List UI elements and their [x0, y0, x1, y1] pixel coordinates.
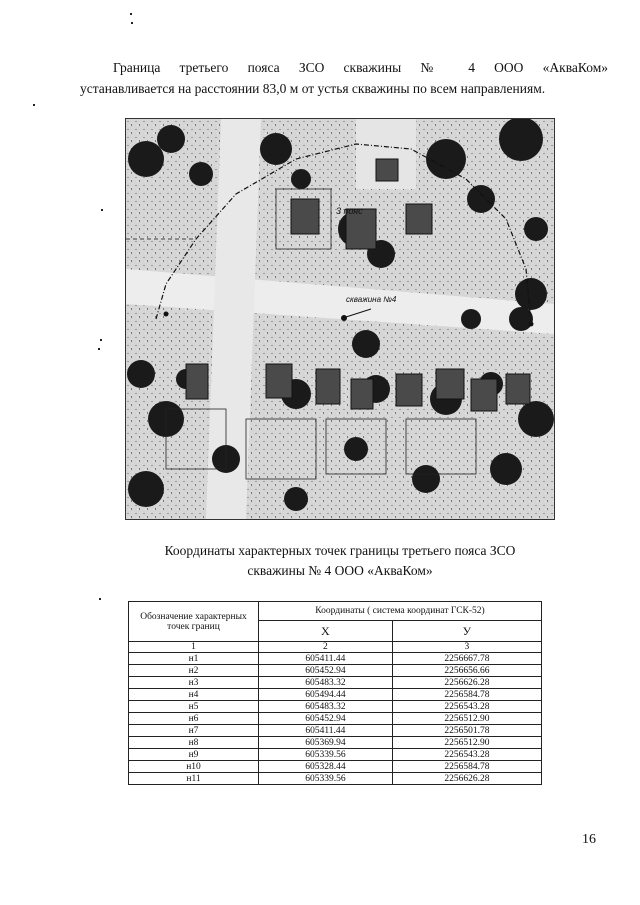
scan-mark [130, 13, 132, 15]
column-numbers-row [129, 642, 542, 653]
table-row [129, 773, 542, 785]
caption-line-1: Координаты характерных точек границы третьего пояса ЗСО [164, 543, 516, 558]
column-number: 1 [129, 642, 259, 653]
cell-x: 605494.44 [259, 689, 393, 701]
column-number: 3 [392, 642, 541, 653]
cell-y: 2256501.78 [392, 725, 541, 737]
boundary-point [529, 322, 534, 327]
cell-x: 605452.94 [259, 713, 393, 725]
scan-mark [100, 339, 102, 341]
table-row [129, 653, 542, 665]
cell-x: 605339.56 [259, 773, 393, 785]
cell-x: 605369.94 [259, 737, 393, 749]
table-row [129, 677, 542, 689]
cell-y: 2256626.28 [392, 677, 541, 689]
cell-y: 2256584.78 [392, 689, 541, 701]
table-row [129, 665, 542, 677]
intro-paragraph [80, 57, 608, 99]
cell-point: н3 [129, 677, 259, 689]
well-marker [341, 315, 347, 321]
cell-point: н6 [129, 713, 259, 725]
cell-x: 605339.56 [259, 749, 393, 761]
cell-point: н5 [129, 701, 259, 713]
cell-y: 2256543.28 [392, 749, 541, 761]
cell-point: н10 [129, 761, 259, 773]
cell-y: 2256512.90 [392, 737, 541, 749]
column-number: 2 [259, 642, 393, 653]
header-point-name: Обозначение характерных точек границ [129, 602, 259, 642]
cell-point: н8 [129, 737, 259, 749]
cell-y: 2256512.90 [392, 713, 541, 725]
cell-y: 2256543.28 [392, 701, 541, 713]
table-caption [90, 541, 590, 581]
cell-point: н7 [129, 725, 259, 737]
satellite-map [125, 118, 555, 520]
cell-x: 605483.32 [259, 701, 393, 713]
table-row [129, 725, 542, 737]
cell-point: н1 [129, 653, 259, 665]
cell-x: 605328.44 [259, 761, 393, 773]
table-row [129, 701, 542, 713]
cell-y: 2256584.78 [392, 761, 541, 773]
header-coordinates: Координаты ( система координат ГСК-52) [259, 602, 542, 621]
well-label: скважина №4 [346, 295, 397, 304]
intro-line-2: устанавливается на расстоянии 83,0 м от устья скважины по всем направлениям. [80, 81, 546, 96]
cell-point: н4 [129, 689, 259, 701]
cell-x: 605411.44 [259, 725, 393, 737]
scan-mark [98, 348, 100, 350]
header-y: У [392, 621, 541, 642]
table-row [129, 737, 542, 749]
cell-y: 2256667.78 [392, 653, 541, 665]
zone-label: 3 пояс [336, 206, 363, 216]
coordinates-table [128, 601, 542, 785]
cell-x: 605483.32 [259, 677, 393, 689]
table-row [129, 749, 542, 761]
cell-y: 2256656.66 [392, 665, 541, 677]
cell-x: 605452.94 [259, 665, 393, 677]
boundary-point [164, 312, 169, 317]
table-row [129, 713, 542, 725]
scan-mark [99, 598, 101, 600]
cell-point: н2 [129, 665, 259, 677]
scan-mark [33, 104, 35, 106]
table-row [129, 761, 542, 773]
cell-x: 605411.44 [259, 653, 393, 665]
header-x: X [259, 621, 393, 642]
scan-mark [131, 22, 133, 24]
caption-line-2: скважины № 4 ООО «АкваКом» [247, 563, 433, 578]
page-number: 16 [582, 832, 596, 847]
cell-y: 2256626.28 [392, 773, 541, 785]
cell-point: н9 [129, 749, 259, 761]
scan-mark [101, 209, 103, 211]
map-image [126, 119, 554, 519]
table-row [129, 689, 542, 701]
intro-line-1: Граница третьего пояса ЗСО скважины № 4 ООО «АкваКом» [113, 60, 608, 75]
cell-point: н11 [129, 773, 259, 785]
